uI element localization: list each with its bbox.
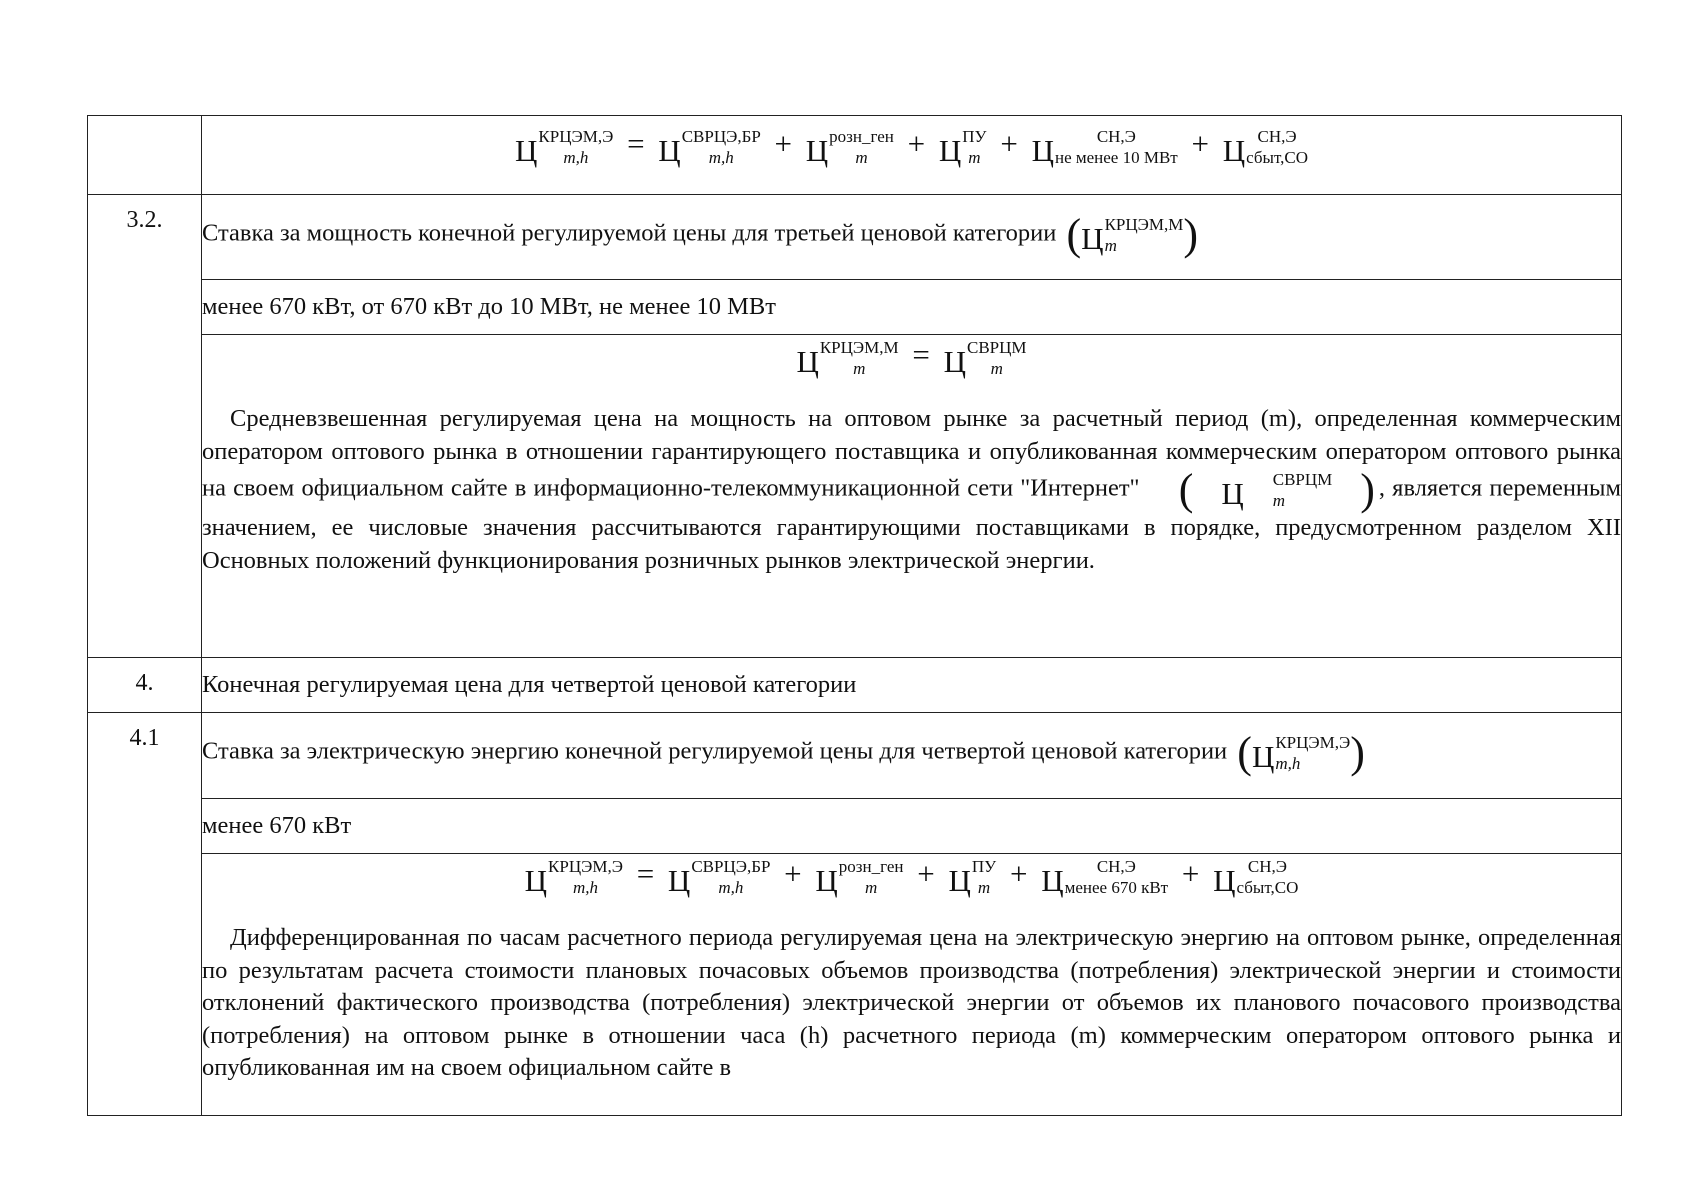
superscript: розн_ген — [838, 857, 904, 876]
table-row — [88, 195, 1622, 280]
right-paren: ) — [1360, 465, 1375, 514]
subscript: m — [865, 878, 878, 897]
table-row — [88, 854, 1622, 1116]
row-title: Конечная регулируемая цена для четвертой ценовой категории — [202, 671, 857, 698]
superscript: КРЦЭМ,Э — [1275, 733, 1351, 752]
plus-sign: + — [1009, 856, 1028, 892]
formula-term — [806, 128, 894, 166]
superscript: КРЦЭМ,М — [819, 338, 899, 357]
subscript: не менее 10 МВт — [1054, 148, 1178, 167]
price-symbol: Ц — [815, 863, 838, 898]
table-row — [88, 280, 1622, 335]
paragraph-text: Средневзвешенная регулируемая цена на мощность на оптовом рынке за расчетный период (m), определенная коммерческим оператором оптового рынка в отношении гарантирующего поставщика и опубликованная коммерческим оператором оптового рынка на своем официальном сайте в информационно-телекоммуникационной сети "Интернет" — [202, 405, 1621, 502]
plus-sign: + — [1181, 856, 1200, 892]
plus-sign: + — [917, 856, 935, 892]
formula-term — [668, 858, 771, 896]
superscript: СН,Э — [1257, 127, 1297, 146]
superscript: розн_ген — [829, 127, 894, 146]
table-row — [88, 335, 1622, 658]
formula-energy-tier-670kw — [202, 854, 1621, 896]
row-number-cell — [88, 195, 202, 658]
formula-lhs — [515, 128, 613, 166]
equals-sign: = — [912, 337, 930, 373]
description-paragraph: Дифференцированная по часам расчетного периода регулируемая цена на электрическую энергию на оптовом рынке, определенная по результатам расчета стоимости плановых почасовых объемов производства (потребления) электрической энергии и стоимости отклонений фактического производства (потребления) электрической энергии от объемов их планового почасового производства (потребления) на оптовом рынке в отношении часа (h) расчетного периода (m) коммерческим оператором оптового рынка и опубликованная им на своем официальном сайте в — [202, 924, 1621, 1081]
equals-sign: = — [636, 856, 655, 892]
price-symbol: Ц — [1041, 863, 1064, 898]
formula-term — [949, 858, 997, 896]
paragraph-text: , является переменным значением, ее числовые значения рассчитываются гарантирующими поставщиками в порядке, предусмотренном разделом XII Основных положений функционирования розничных рынков электрической энергии. — [202, 474, 1622, 574]
table-row — [88, 658, 1622, 713]
subscript: m — [990, 359, 1003, 378]
plus-sign: + — [774, 126, 793, 162]
price-symbol: Ц — [667, 863, 691, 898]
row-number-cell — [88, 116, 202, 195]
superscript: СН,Э — [1096, 857, 1136, 876]
formula-capacity — [202, 335, 1621, 377]
subscript: m — [1104, 236, 1117, 255]
subscript: m — [855, 148, 868, 167]
power-range-label: менее 670 кВт, от 670 кВт до 10 МВт, не менее 10 МВт — [202, 293, 776, 320]
right-paren: ) — [1350, 728, 1365, 777]
subscript: m,h — [563, 148, 589, 167]
price-symbol: Ц — [1222, 133, 1246, 168]
price-symbol: Ц — [524, 863, 548, 898]
subscript: сбыт,СО — [1236, 878, 1299, 897]
formula-term — [1213, 858, 1298, 896]
title-cell — [202, 658, 1622, 713]
superscript: СВРЦЭ,БР — [691, 857, 771, 876]
range-cell — [202, 799, 1622, 854]
formula-term — [1032, 128, 1178, 166]
price-symbol: Ц — [805, 133, 829, 168]
subscript: m,h — [572, 878, 598, 897]
price-symbol: Ц — [658, 133, 681, 168]
table-row — [88, 799, 1622, 854]
superscript: КРЦЭМ,М — [1104, 215, 1184, 234]
superscript: СН,Э — [1247, 857, 1287, 876]
subscript: m,h — [1275, 754, 1301, 773]
price-symbol: Ц — [948, 863, 971, 898]
subscript: m,h — [718, 878, 744, 897]
row-number-cell — [88, 658, 202, 713]
left-paren: ( — [1066, 210, 1082, 259]
formula-description-cell — [202, 854, 1622, 1116]
price-symbol: Ц — [943, 344, 966, 379]
plus-sign: + — [907, 126, 926, 162]
formula-term — [815, 858, 903, 896]
price-symbol: Ц — [796, 344, 819, 379]
superscript: ПУ — [971, 857, 997, 876]
price-symbol: Ц — [515, 133, 538, 168]
formula-cell — [202, 116, 1622, 195]
superscript: СВРЦМ — [967, 338, 1027, 357]
title-formula-symbol — [1066, 210, 1198, 259]
description-paragraph — [202, 403, 1621, 577]
title-cell — [202, 195, 1622, 280]
row-number-cell — [88, 713, 202, 1116]
row-number: 4. — [135, 670, 154, 696]
subscript: m,h — [708, 148, 734, 167]
superscript: СВРЦЭ,БР — [681, 127, 761, 146]
row-number: 4.1 — [129, 725, 160, 751]
power-range-label: менее 670 кВт — [202, 812, 352, 839]
left-paren: ( — [1237, 728, 1252, 777]
subscript: m — [853, 359, 866, 378]
superscript: СН,Э — [1096, 127, 1136, 146]
formula-description-cell — [202, 335, 1622, 658]
superscript: КРЦЭМ,Э — [538, 127, 614, 146]
price-symbol: Ц — [1081, 221, 1104, 256]
tariff-table — [87, 115, 1622, 1116]
row-title — [202, 195, 1621, 257]
superscript: ПУ — [962, 127, 987, 146]
equals-sign: = — [627, 126, 645, 162]
formula-lhs — [796, 339, 898, 377]
price-symbol: Ц — [938, 133, 962, 168]
price-symbol: Ц — [1031, 133, 1054, 168]
table-row — [88, 116, 1622, 195]
formula-term — [939, 128, 987, 166]
row-title-text: Ставка за мощность конечной регулируемой цены для третьей ценовой категории — [202, 219, 1057, 247]
price-symbol: Ц — [1221, 476, 1244, 511]
superscript: КРЦЭМ,Э — [548, 857, 623, 876]
formula-term — [944, 339, 1027, 377]
subscript: менее 670 кВт — [1064, 878, 1169, 897]
subscript: m — [968, 148, 981, 167]
row-number: 3.2. — [126, 207, 163, 233]
superscript: СВРЦМ — [1272, 470, 1333, 489]
table-row — [88, 713, 1622, 799]
price-symbol: Ц — [1251, 739, 1275, 774]
plus-sign: + — [1191, 126, 1209, 162]
formula-lhs — [525, 858, 623, 896]
left-paren: ( — [1178, 465, 1194, 514]
subscript: сбыт,СО — [1246, 148, 1308, 167]
range-cell — [202, 280, 1622, 335]
formula-term — [658, 128, 761, 166]
title-cell — [202, 713, 1622, 799]
row-title-text: Ставка за электрическую энергию конечной регулируемой цены для четвертой ценовой категории — [202, 737, 1228, 765]
formula-term — [1041, 858, 1168, 896]
row-title — [202, 713, 1621, 775]
subscript: m — [1272, 491, 1286, 510]
subscript: m — [977, 878, 991, 897]
inline-formula-symbol — [1151, 465, 1375, 514]
title-formula-symbol — [1237, 728, 1365, 777]
price-symbol: Ц — [1213, 863, 1236, 898]
right-paren: ) — [1183, 210, 1198, 259]
formula-term — [1223, 128, 1308, 166]
plus-sign: + — [1000, 126, 1018, 162]
formula-energy-tier-10mw — [202, 116, 1621, 166]
plus-sign: + — [784, 856, 802, 892]
